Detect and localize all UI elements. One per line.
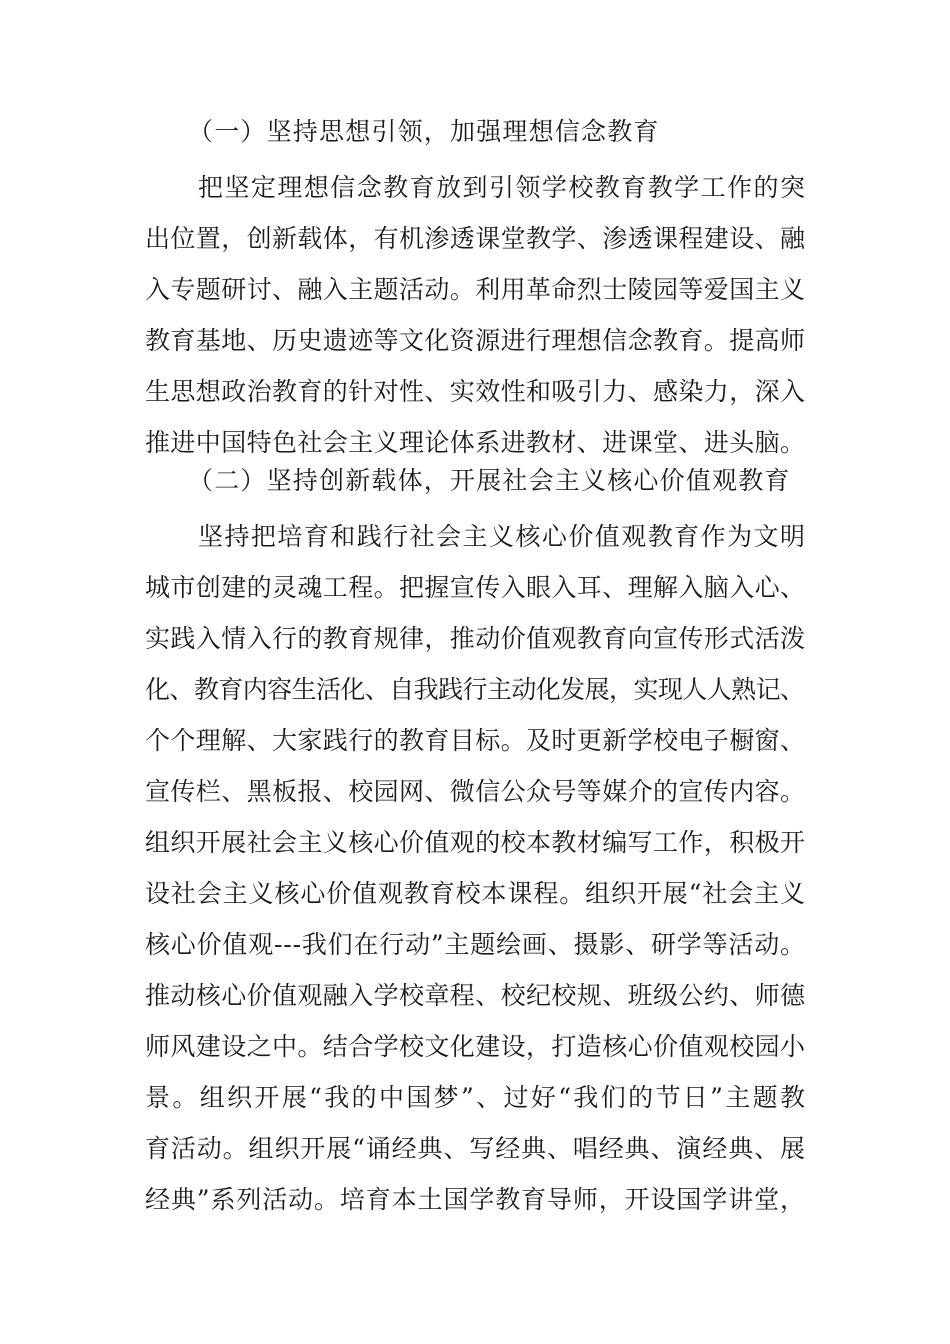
paragraph-line: 坚持把培育和践行社会主义核心价值观教育作为文明 xyxy=(198,522,807,551)
paragraph-line: 育活动。组织开展“诵经典、写经典、唱经典、演经典、展 xyxy=(145,1134,806,1163)
paragraph-line: 入专题研讨、融入主题活动。利用革命烈士陵园等爱国主义 xyxy=(145,275,806,304)
paragraph-line: 推动核心价值观融入学校章程、校纪校规、班级公约、师德 xyxy=(145,981,806,1010)
paragraph-line: 生思想政治教育的针对性、实效性和吸引力、感染力，深入 xyxy=(145,377,806,406)
paragraph-line: 把坚定理想信念教育放到引领学校教育教学工作的突 xyxy=(198,173,807,202)
paragraph-line: 出位置，创新载体，有机渗透课堂教学、渗透课程建设、融 xyxy=(145,224,806,253)
paragraph-line: 景。组织开展“我的中国梦”、过好“我们的节日”主题教 xyxy=(145,1083,808,1112)
paragraph-line: 推进中国特色社会主义理论体系进教材、进课堂、进头脑。 xyxy=(145,428,806,457)
paragraph-line: 设社会主义核心价值观教育校本课程。组织开展“社会主义 xyxy=(145,879,806,908)
section-heading-1: （一）坚持思想引领，加强理想信念教育 xyxy=(188,117,660,146)
paragraph-line: 个个理解、大家践行的教育目标。及时更新学校电子橱窗、 xyxy=(145,726,806,755)
paragraph-line: 化、教育内容生活化、自我践行主动化发展，实现人人熟记、 xyxy=(145,675,805,704)
paragraph-line: 师风建设之中。结合学校文化建设，打造核心价值观校园小 xyxy=(145,1032,806,1061)
paragraph-line: 组织开展社会主义核心价值观的校本教材编写工作，积极开 xyxy=(145,828,806,857)
paragraph-line: 经典”系列活动。培育本土国学教育导师，开设国学讲堂， xyxy=(145,1185,806,1214)
paragraph-line: 实践入情入行的教育规律，推动价值观教育向宣传形式活泼 xyxy=(145,624,806,653)
section-heading-2: （二）坚持创新载体，开展社会主义核心价值观教育 xyxy=(188,466,791,495)
paragraph-line: 核心价值观---我们在行动”主题绘画、摄影、研学等活动。 xyxy=(145,930,806,959)
paragraph-line: 宣传栏、黑板报、校园网、微信公众号等媒介的宣传内容。 xyxy=(145,777,806,806)
paragraph-line: 教育基地、历史遗迹等文化资源进行理想信念教育。提高师 xyxy=(145,326,806,355)
paragraph-line: 城市创建的灵魂工程。把握宣传入眼入耳、理解入脑入心、 xyxy=(145,573,806,602)
